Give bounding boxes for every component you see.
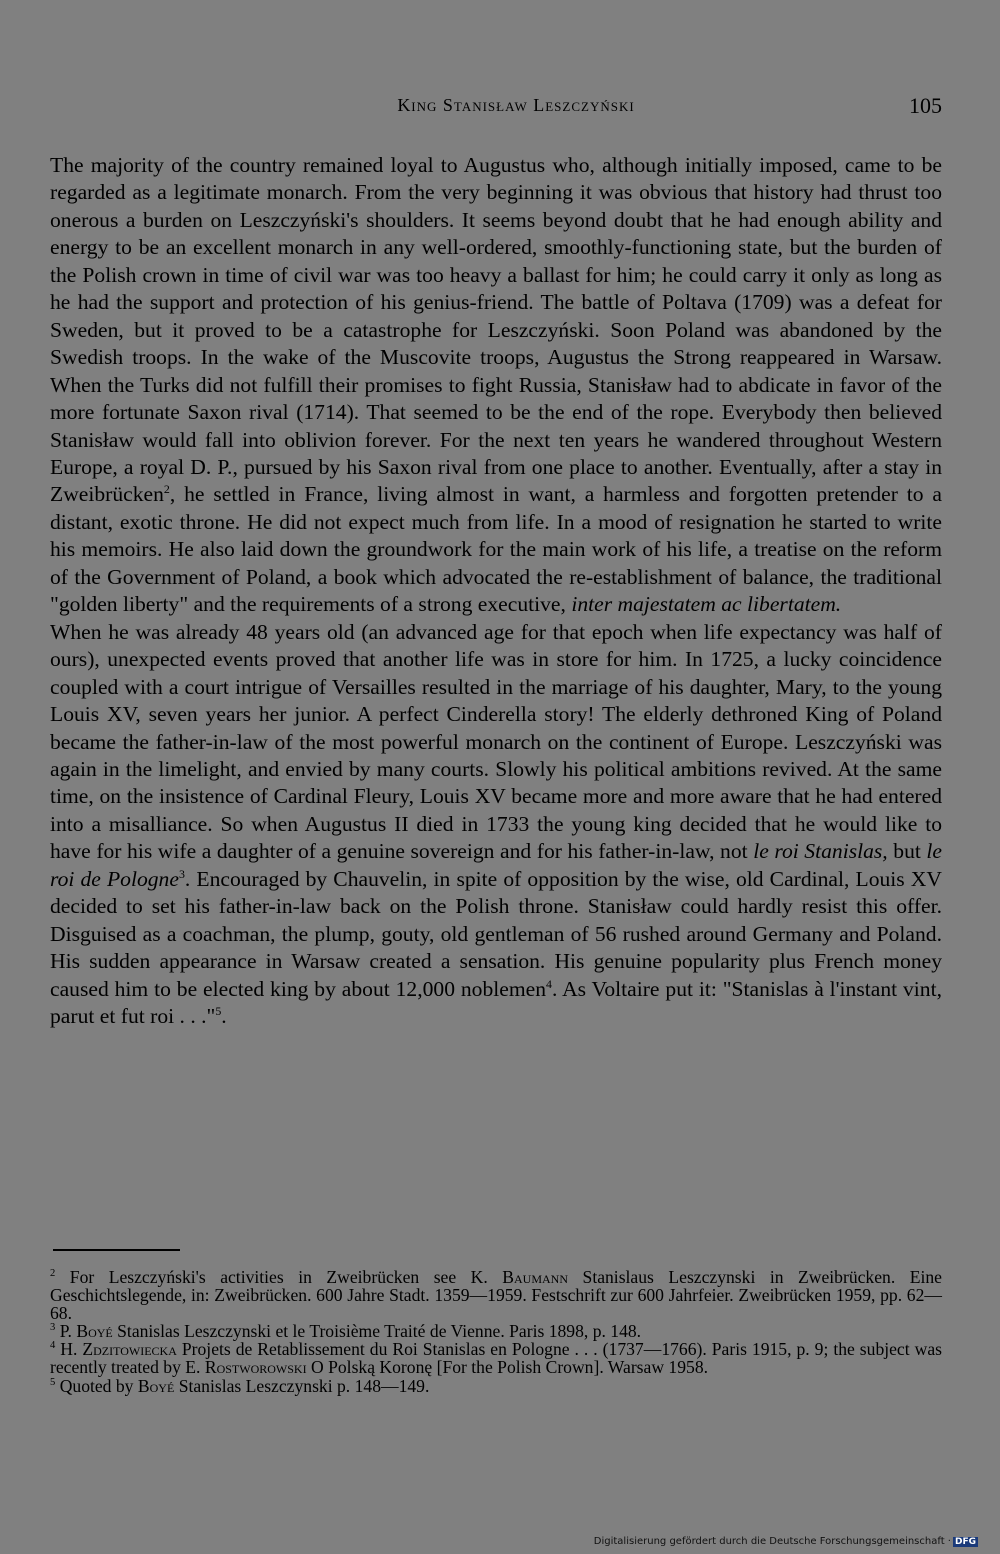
footnote-divider	[53, 1249, 180, 1251]
running-title: King Stanisław Leszczyński	[397, 95, 635, 115]
text-run: . Encouraged by Chauvelin, in spite of opposition by the wise, old Cardinal, Louis XV decided to set his father-in-law back on the Polish throne. Stanisław could hardly resist this offer. Disguised as a coachman, the plump, gouty, old gentleman of 56 rushed around Germany and Poland. His sudden appearance in Warsaw created a sensation. His genuine popularity plus French money caused him to be elected king by about 12,000 noblemen	[50, 866, 942, 1001]
footnote-text: For Leszczyński's activities in Zweibrücken see K.	[69, 1267, 488, 1287]
footnote	[50, 1322, 942, 1340]
text-run: but	[893, 839, 921, 864]
credit-text: Digitalisierung gefördert durch die Deutsche Forschungsgemeinschaft ·	[593, 1536, 951, 1547]
footnote-number: 5	[50, 1376, 56, 1388]
footnote-ref[interactable]: 5	[215, 1003, 222, 1018]
footnote-text: H.	[60, 1339, 78, 1360]
footnote-number: 4	[50, 1340, 56, 1352]
footnote-ref[interactable]: 2	[163, 482, 170, 497]
author-name: Baumann	[502, 1267, 569, 1287]
footnote-ref[interactable]: 3	[178, 866, 185, 881]
body-text	[50, 152, 942, 1031]
footnote-number: 3	[50, 1322, 56, 1334]
footnote	[50, 1340, 942, 1376]
footnote-text: Stanislas Leszczynski p. 148—149.	[178, 1375, 430, 1396]
paragraph-1	[50, 152, 942, 619]
footnote-text: Stanislaus Leszczynski in Zweibrücken. Eine Geschichtslegende, in: Zweibrücken. 600 Jahre Stadt. 1359—1959. Festschrift zur 600 Jahrfeier. Zweibrücken 1959, pp. 62—68.	[50, 1267, 942, 1324]
paragraph-2	[50, 619, 942, 1031]
italic-phrase: le roi Stanislas,	[753, 839, 888, 864]
italic-phrase: inter majestatem ac libertatem.	[571, 592, 842, 617]
footnote-text: O Polską Koronę [For the Polish Crown]. Warsaw 1958.	[311, 1357, 709, 1378]
footnote-text: Quoted by	[59, 1375, 134, 1396]
footnotes	[50, 1268, 942, 1395]
running-header	[50, 93, 942, 123]
author-name: Boyé	[76, 1321, 113, 1342]
page-number: 105	[909, 93, 942, 118]
text-run: .	[221, 1004, 227, 1029]
footnote-text: Stanislas Leszczynski et le Troisième Traité de Vienne. Paris 1898, p. 148.	[117, 1321, 642, 1342]
text-run: . As Voltaire put it: "Stanislas à l'instant vint, parut et fut roi . . ."	[50, 976, 943, 1029]
footnote-number: 2	[50, 1268, 56, 1280]
digitization-credit	[594, 1536, 978, 1547]
footnote-text: Projets de Retablissement du Roi Stanislas en Pologne . . . (1737—1766). Paris 1915, p. 9; the subject was recently treated by E.	[50, 1339, 942, 1378]
dfg-logo-icon: DFG	[954, 1537, 976, 1547]
footnote-ref[interactable]: 4	[546, 976, 552, 991]
footnote-text: P.	[59, 1321, 72, 1342]
italic-phrase: le roi de Pologne	[50, 839, 943, 891]
text-run: , he settled in France, living almost in want, a harmless and forgotten pretender to a distant, exotic throne. He did not expect much from life. In a mood of resignation he started to write his memoirs. He also laid down the groundwork for the main work of his life, a treatise on the reform of the Government of Poland, a book which advocated the re-establishment of balance, the traditional "golden liberty" and the requirements of a strong executive,	[50, 482, 942, 617]
text-run: The majority of the country remained loyal to Augustus who, although initially imposed, came to be regarded as a legitimate monarch. From the very beginning it was obvious that history had thrust too onerous a burden on Leszczyński's shoulders. It seems beyond doubt that he had enough ability and energy to be an excellent monarch in any well-ordered, smoothly-functioning state, but the burden of the Polish crown in time of civil war was too heavy a ballast for him; he could carry it only as long as he had the support and protection of his genius-friend. The battle of Poltava (1709) was a defeat for Sweden, but it proved to be a catastrophe for Leszczyński. Soon Poland was abandoned by the Swedish troops. In the wake of the Muscovite troops, Augustus the Strong reappeared in Warsaw. When the Turks did not fulfill their promises to fight Russia, Stanisław had to abdicate in favor of the more fortunate Saxon rival (1714). That seemed to be the end of the rope. Everybody then believed Stanisław would fall into oblivion forever. For the next ten years he wandered throughout Western Europe, a royal D. P., pursued by his Saxon rival from one place to another. Eventually, after a stay in Zweibrücken	[50, 153, 942, 507]
text-run: When he was already 48 years old (an advanced age for that epoch when life expectancy was half of ours), unexpected events proved that another life was in store for him. In 1725, a lucky coincidence coupled with a court intrigue of Versailles resulted in the marriage of his daughter, Mary, to the young Louis XV, seven years her junior. A perfect Cinderella story! The elderly dethroned King of Poland became the father-in-law of the most powerful monarch on the continent of Europe. Leszczyński was again in the limelight, and envied by many courts. Slowly his political ambitions revived. At the same time, on the insistence of Cardinal Fleury, Louis XV became more and more aware that he had entered into a misalliance. So when Augustus II died in 1733 the young king decided that he would like to have for his wife a daughter of a genuine sovereign and for his father-in-law, not	[50, 619, 942, 864]
author-name: Boyé	[137, 1375, 175, 1396]
footnote	[50, 1268, 942, 1322]
footnote	[50, 1377, 942, 1395]
author-name: Zdzitowiecka	[82, 1339, 177, 1360]
author-name: Rostworowski	[204, 1357, 307, 1378]
